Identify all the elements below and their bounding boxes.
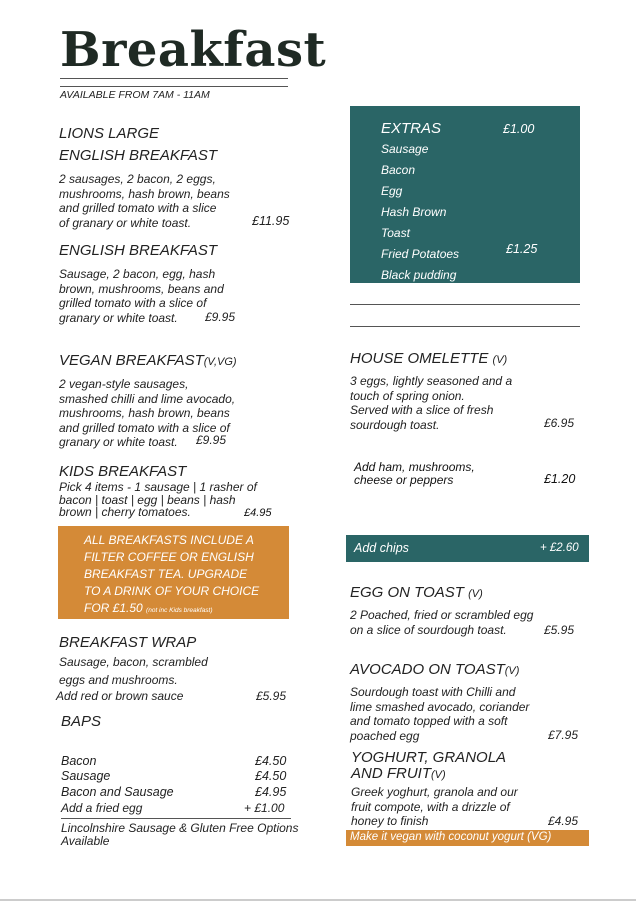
bap-item: Bacon and Sausage £4.95 bbox=[61, 785, 287, 799]
yoghurt-title-line1: YOGHURT, GRANOLA bbox=[351, 749, 507, 766]
kids-description: Pick 4 items - 1 sausage | 1 rasher of bacon | toast | egg | beans | hash brown | cherry tomatoes. bbox=[59, 480, 257, 519]
availability-text: AVAILABLE FROM 7AM - 11AM bbox=[60, 89, 210, 101]
title-divider bbox=[60, 78, 288, 79]
extras-item: Toast bbox=[381, 226, 410, 240]
page-bottom-edge bbox=[0, 899, 636, 901]
omelette-title: HOUSE OMELETTE (V) bbox=[350, 350, 508, 367]
omelette-description: 3 eggs, lightly seasoned and a touch of spring onion. Served with a slice of fresh sourdough toast. bbox=[350, 374, 513, 432]
lions-price: £11.95 bbox=[252, 214, 290, 228]
bap-item: Bacon £4.50 bbox=[61, 754, 287, 768]
baps-list bbox=[61, 754, 291, 817]
yoghurt-title-line2: AND FRUIT(V) bbox=[351, 765, 446, 782]
extras-price-2: £1.25 bbox=[506, 242, 538, 256]
avocado-description: Sourdough toast with Chilli and lime smashed avocado, coriander and tomato topped with a soft poached egg bbox=[350, 685, 530, 743]
drinks-notice: ALL BREAKFASTS INCLUDE A FILTER COFFEE OR ENGLISH BREAKFAST TEA. UPGRADE TO A DRINK OF YOUR CHOICE FOR £1.50 (not inc Kids breakfast) bbox=[58, 526, 289, 619]
add-chips-bar bbox=[346, 535, 589, 562]
yoghurt-price: £4.95 bbox=[548, 814, 579, 828]
egg-toast-price: £5.95 bbox=[544, 623, 575, 637]
avocado-title: AVOCADO ON TOAST(V) bbox=[350, 661, 520, 678]
omelette-addon-price: £1.20 bbox=[544, 472, 576, 486]
extras-item: Hash Brown bbox=[381, 205, 447, 219]
vegan-yogurt-note: Make it vegan with coconut yogurt (VG) bbox=[350, 831, 552, 843]
lions-description: 2 sausages, 2 bacon, 2 eggs, mushrooms, hash brown, beans and grilled tomato with a slice of granary or white toast. bbox=[59, 172, 230, 230]
vegan-price: £9.95 bbox=[196, 433, 227, 447]
wrap-title: BREAKFAST WRAP bbox=[59, 634, 197, 651]
omelette-addon: Add ham, mushrooms, cheese or peppers bbox=[354, 460, 475, 487]
extras-item: Black pudding bbox=[381, 268, 457, 282]
extras-item: Egg bbox=[381, 184, 403, 198]
title-divider-2 bbox=[60, 86, 288, 87]
bap-item: Sausage £4.50 bbox=[61, 769, 287, 783]
kids-price: £4.95 bbox=[244, 507, 272, 519]
extras-item: Sausage bbox=[381, 142, 429, 156]
kids-title: KIDS BREAKFAST bbox=[59, 463, 187, 480]
english-description: Sausage, 2 bacon, egg, hash brown, mushrooms, beans and grilled tomato with a slice of granary or white toast. bbox=[59, 267, 224, 325]
vegan-description: 2 vegan-style sausages, smashed chilli and lime avocado, mushrooms, hash brown, beans and grilled tomato with a slice of granary or white toast. bbox=[59, 377, 236, 449]
wrap-description: Sausage, bacon, scrambled eggs and mushrooms. bbox=[59, 655, 208, 687]
add-chips-label: Add chips bbox=[354, 541, 409, 555]
yoghurt-description: Greek yoghurt, granola and our fruit compote, with a drizzle of honey to finish bbox=[351, 785, 518, 828]
vegan-title: VEGAN BREAKFAST(V,VG) bbox=[59, 352, 237, 369]
extras-item: Bacon bbox=[381, 163, 416, 177]
lions-title-line2: ENGLISH BREAKFAST bbox=[59, 147, 218, 164]
extras-price-1: £1.00 bbox=[503, 122, 535, 136]
english-price: £9.95 bbox=[205, 310, 236, 324]
lions-title-line1: LIONS LARGE bbox=[59, 125, 160, 142]
egg-toast-description: 2 Poached, fried or scrambled egg on a slice of sourdough toast. bbox=[350, 608, 534, 637]
omelette-price: £6.95 bbox=[544, 416, 575, 430]
bap-item: Add a fried egg + £1.00 bbox=[61, 801, 285, 815]
avocado-price: £7.95 bbox=[548, 728, 579, 742]
extras-title: EXTRAS bbox=[381, 120, 442, 137]
wrap-addon: Add red or brown sauce bbox=[56, 689, 184, 703]
baps-note: Lincolnshire Sausage & Gluten Free Options Available bbox=[61, 821, 299, 848]
baps-title: BAPS bbox=[61, 713, 102, 730]
egg-toast-title: EGG ON TOAST (V) bbox=[350, 584, 483, 601]
vegan-yogurt-bar bbox=[346, 830, 589, 846]
extras-item: Fried Potatoes bbox=[381, 247, 460, 261]
extras-divider-1 bbox=[350, 304, 580, 305]
page-title: Breakfast bbox=[60, 22, 327, 78]
baps-divider bbox=[61, 818, 291, 819]
extras-divider-2 bbox=[350, 326, 580, 327]
add-chips-price: + £2.60 bbox=[540, 542, 579, 554]
english-title: ENGLISH BREAKFAST bbox=[59, 242, 218, 259]
extras-panel bbox=[350, 106, 580, 283]
wrap-price: £5.95 bbox=[256, 689, 287, 703]
